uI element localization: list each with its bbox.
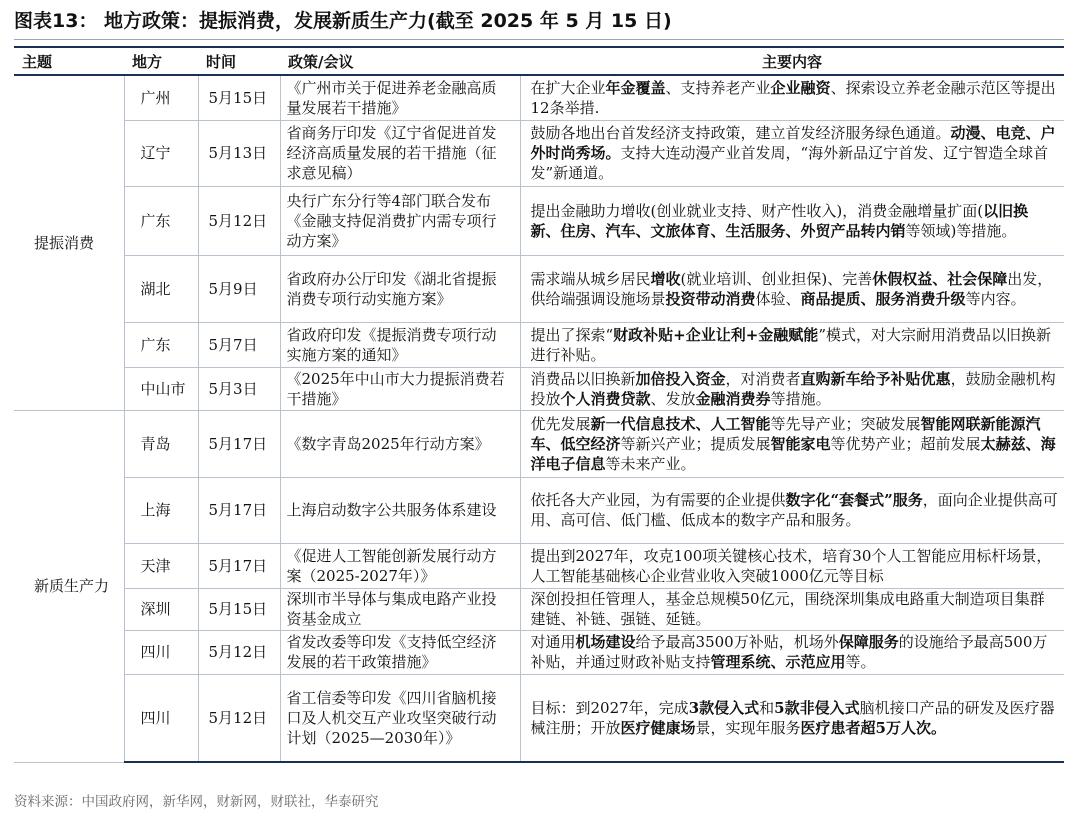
content-cell [520,186,1064,255]
highlight-text: 财政补贴+企业让利+金融赋能 [613,325,819,344]
date-cell: 5月15日 [198,75,280,120]
content-text: 需求端从城乡居民 [530,269,651,288]
highlight-text: 3款侵入式 [688,698,760,717]
content-text: 等内容。 [965,289,1026,308]
content-text: 、发放 [650,389,696,408]
region-cell: 辽宁 [124,120,198,186]
region-cell: 上海 [124,477,198,543]
region-cell: 广东 [124,186,198,255]
content-text: 目标：到2027年，完成 [530,698,689,717]
content-text: ，鼓励金融机构投放 [530,369,1056,408]
policy-cell: 省发改委等印发《支持低空经济发展的若干政策措施》 [280,630,520,674]
table-header-row [14,47,1064,75]
table-row [14,477,1064,543]
content-text: 等。 [845,653,876,671]
content-text: ”模式，对大宗耐用消费品以旧换新进行补贴。 [530,325,1051,364]
content-text: 等优势产业；超前发展 [830,434,981,453]
policy-cell: 《2025年中山市大力提振消费若干措施》 [280,367,520,410]
content-text: 鼓励各地出台首发经济支持政策，建立首发经济服务绿色通道。 [530,124,951,142]
highlight-text: 个人消费贷款 [560,389,651,408]
content-text: 提出了探索“ [530,325,614,344]
date-cell: 5月12日 [198,674,280,762]
policy-cell: 《促进人工智能创新发展行动方案（2025-2027年）》 [280,543,520,588]
content-cell [520,674,1064,762]
content-text: 的设施给予最高500万补贴，并通过财政补贴支持 [530,633,1048,671]
region-cell: 广州 [124,75,198,120]
policy-cell: 《数字青岛2025年行动方案》 [280,410,520,477]
content-text: 给予最高3500万补贴，机场外 [635,633,839,651]
region-cell: 四川 [124,674,198,762]
table-row [14,186,1064,255]
subject-cell: 提振消费 [14,75,124,410]
source-note: 资料来源：中国政府网，新华网，财新网，财联社，华泰研究 [14,794,379,810]
content-cell [520,120,1064,186]
highlight-text: 企业融资 [770,78,831,97]
date-cell: 5月17日 [198,477,280,543]
highlight-text: 金融消费券 [695,389,771,408]
region-cell: 湖北 [124,255,198,322]
content-text: 等先导产业；突破发展 [770,414,921,433]
date-cell: 5月12日 [198,186,280,255]
highlight-text: 机场建设 [575,633,636,651]
subject-cell: 新质生产力 [14,410,124,762]
table-row [14,367,1064,410]
header-content: 主要内容 [520,47,1064,75]
content-text: 依托各大产业园，为有需要的企业提供 [530,491,786,509]
highlight-text: 动漫、电竞、户外时尚秀场。 [530,124,1056,162]
table-row [14,322,1064,367]
content-text: 提出到2027年，攻克100项关键核心技术，培育30个人工智能应用标杆场景，人工智能基础核心企业营业收入突破1000亿元等目标 [530,546,1052,585]
date-cell: 5月12日 [198,630,280,674]
content-text: 等措施。 [770,389,831,408]
policy-cell: 省商务厅印发《辽宁省促进首发经济高质量发展的若干措施（征求意见稿） [280,120,520,186]
content-text: 等领域)等措施。 [905,221,1017,240]
content-text: 深创投担任管理人，基金总规模50亿元，围绕深圳集成电路重大制造项目集群建链、补链、强链、延链。 [530,590,1045,628]
content-text: 、探索设立养老金融示范区等提出12条举措. [530,78,1056,117]
highlight-text: 太赫兹、海洋电子信息 [530,434,1056,473]
highlight-text: 加倍投入资金 [635,369,726,388]
highlight-text: 智能家电 [770,434,831,453]
header-policy: 政策/会议 [280,47,520,75]
policy-table [14,46,1064,763]
content-text: 和 [759,698,775,717]
content-text: 对通用 [530,633,576,651]
content-text: 消费品以旧换新 [530,369,636,388]
highlight-text: 休假权益、社会保障 [872,269,1008,288]
region-cell: 天津 [124,543,198,588]
policy-cell: 省政府办公厅印发《湖北省提振消费专项行动实施方案》 [280,255,520,322]
content-text: 在扩大企业 [530,78,606,97]
content-cell [520,543,1064,588]
highlight-text: 数字化“套餐式”服务 [785,491,923,509]
region-cell: 青岛 [124,410,198,477]
highlight-text: 智能网联新能源汽车、低空经济 [530,414,1041,453]
highlight-text: 保障服务 [838,633,899,651]
highlight-text: 以旧换新、住房、汽车、文旅体育、生活服务、外贸产品转内销 [530,201,1029,240]
table-row [14,674,1064,762]
policy-cell: 省工信委等印发《四川省脑机接口及人机交互产业攻坚突破行动计划（2025—2030年）》 [280,674,520,762]
content-text: 提出金融助力增收(创业就业支持、财产性收入)，消费金融增量扩面( [530,201,984,220]
content-text: 脑机接口产品的研发及医疗器械注册；开放 [530,698,1055,737]
content-text: ，面向企业提供高可用、高可信、低门槛、低成本的数字产品和服务。 [530,491,1058,529]
content-cell [520,588,1064,630]
content-cell [520,75,1064,120]
content-cell [520,367,1064,410]
header-region: 地方 [124,47,198,75]
policy-cell: 上海启动数字公共服务体系建设 [280,477,520,543]
date-cell: 5月7日 [198,322,280,367]
content-text: (就业培训、创业担保)、完善 [680,269,873,288]
date-cell: 5月9日 [198,255,280,322]
highlight-text: 管理系统、示范应用 [710,653,846,671]
highlight-text: 5款非侵入式 [774,698,860,717]
table-row [14,255,1064,322]
highlight-text: 医疗健康场 [620,718,696,737]
date-cell: 5月3日 [198,367,280,410]
content-cell [520,255,1064,322]
highlight-text: 年金覆盖 [605,78,666,97]
content-text: 等未来产业。 [605,454,696,473]
content-cell [520,322,1064,367]
region-cell: 深圳 [124,588,198,630]
content-text: 、支持养老产业 [665,78,771,97]
date-cell: 5月13日 [198,120,280,186]
date-cell: 5月17日 [198,543,280,588]
figure-title: 图表13： 地方政策：提振消费，发展新质生产力(截至 2025 年 5 月 15 日) [14,10,672,32]
highlight-text: 增收 [650,269,681,288]
content-text: 景，实现年服务 [695,718,801,737]
table-row [14,410,1064,477]
date-cell: 5月15日 [198,588,280,630]
highlight-text: 医疗患者超5万人次。 [800,718,946,737]
header-subject: 主题 [14,47,124,75]
policy-cell: 《广州市关于促进养老金融高质量发展若干措施》 [280,75,520,120]
region-cell: 广东 [124,322,198,367]
highlight-text: 直购新车给予补贴优惠 [800,369,951,388]
table-row [14,75,1064,120]
policy-cell: 省政府印发《提振消费专项行动实施方案的通知》 [280,322,520,367]
highlight-text: 投资带动消费 [665,289,756,308]
table-row [14,588,1064,630]
content-text: ，对消费者 [725,369,801,388]
date-cell: 5月17日 [198,410,280,477]
table-row [14,120,1064,186]
content-cell [520,630,1064,674]
content-text: 优先发展 [530,414,591,433]
highlight-text: 商品提质、服务消费升级 [800,289,966,308]
content-text: 体验、 [755,289,801,308]
content-text: 出发，供给端强调设施场景 [530,269,1053,308]
policy-cell: 深圳市半导体与集成电路产业投资基金成立 [280,588,520,630]
policy-cell: 央行广东分行等4部门联合发布《金融支持促消费扩内需专项行动方案》 [280,186,520,255]
content-text: 支持大连动漫产业首发周，“海外新品辽宁首发、辽宁智造全球首发”新通道。 [530,144,1049,182]
content-cell [520,410,1064,477]
header-date: 时间 [198,47,280,75]
region-cell: 中山市 [124,367,198,410]
content-text: 等新兴产业；提质发展 [620,434,771,453]
table-row [14,630,1064,674]
content-cell [520,477,1064,543]
table-row [14,543,1064,588]
title-divider [14,39,1064,40]
highlight-text: 新一代信息技术、人工智能 [590,414,771,433]
region-cell: 四川 [124,630,198,674]
